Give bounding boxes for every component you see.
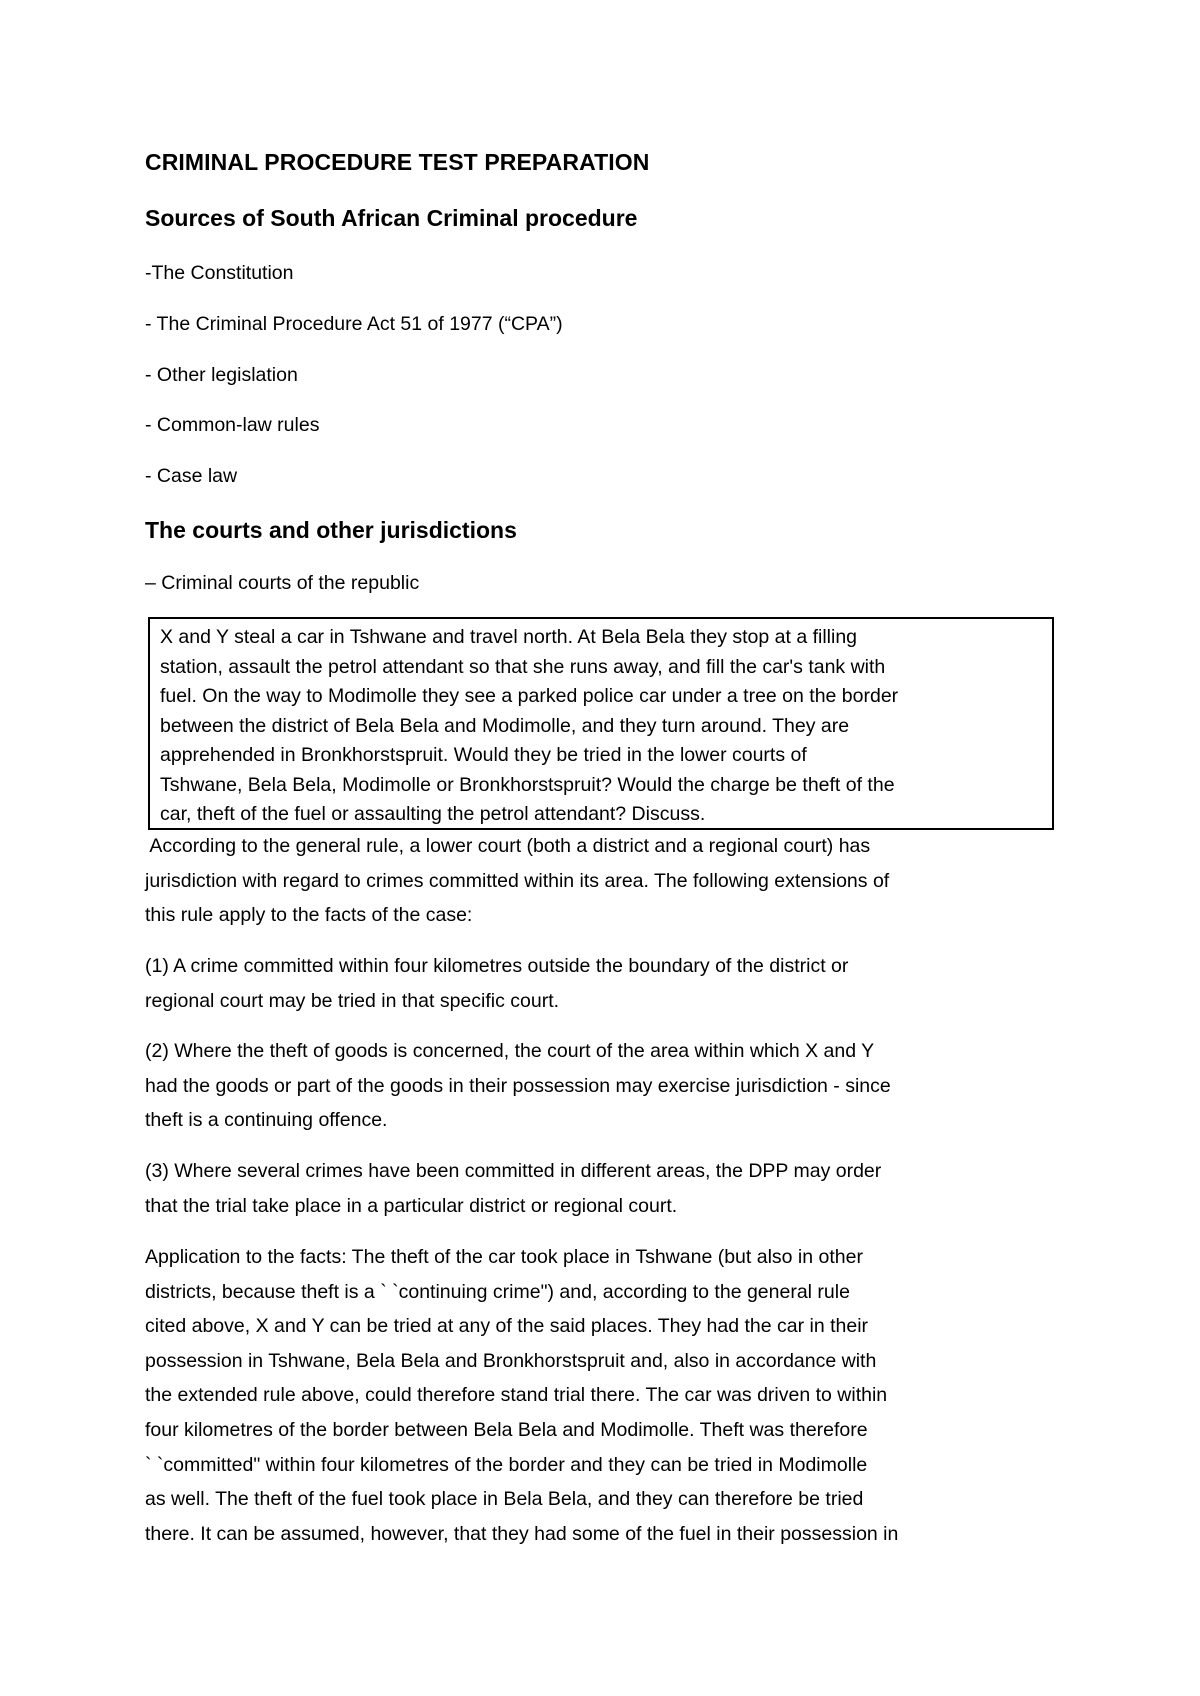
- scenario-line: station, assault the petrol attendant so that she runs away, and fill the car's tank with: [160, 655, 886, 678]
- scenario-line: car, theft of the fuel or assaulting the petrol attendant? Discuss.: [160, 803, 706, 825]
- paragraph-line: theft is a continuing offence.: [145, 1109, 388, 1132]
- paragraph-line: there. It can be assumed, however, that they had some of the fuel in their possession in: [145, 1522, 899, 1545]
- general-rule-paragraph: [145, 829, 889, 933]
- paragraph-line: possession in Tshwane, Bela Bela and Bronkhorstspruit and, also in accordance with: [145, 1349, 877, 1372]
- paragraph-line: jurisdiction with regard to crimes committed within its area. The following extensions of: [145, 869, 890, 892]
- sources-item: - The Criminal Procedure Act 51 of 1977 (“CPA”): [145, 313, 563, 335]
- paragraph-line: cited above, X and Y can be tried at any of the said places. They had the car in their: [145, 1315, 869, 1338]
- application-paragraph: [145, 1240, 898, 1551]
- paragraph-line: as well. The theft of the fuel took place in Bela Bela, and they can therefore be tried: [145, 1488, 864, 1511]
- scenario-line: X and Y steal a car in Tshwane and travel north. At Bela Bela they stop at a filling: [160, 626, 858, 648]
- scenario-line: between the district of Bela Bela and Modimolle, and they turn around. They are: [160, 714, 850, 737]
- paragraph-line: had the goods or part of the goods in their possession may exercise jurisdiction - since: [145, 1074, 891, 1097]
- sources-item: - Case law: [145, 465, 238, 487]
- paragraph-line: ` `committed" within four kilometres of the border and they can be tried in Modimolle: [145, 1453, 868, 1476]
- sources-item: - Common-law rules: [145, 414, 320, 436]
- courts-subitem: – Criminal courts of the republic: [145, 572, 420, 594]
- scenario-line: apprehended in Bronkhorstspruit. Would they be tried in the lower courts of: [160, 744, 807, 766]
- paragraph-line: districts, because theft is a ` `continuing crime") and, according to the general rule: [145, 1280, 850, 1303]
- paragraph-line: (2) Where the theft of goods is concerned, the court of the area within which X and Y: [145, 1040, 875, 1062]
- sources-heading: Sources of South African Criminal procedure: [145, 205, 638, 231]
- paragraph-line: regional court may be tried in that specific court.: [145, 989, 560, 1012]
- sources-item: -The Constitution: [145, 262, 294, 284]
- rule-3-paragraph: [145, 1154, 881, 1223]
- document-title: CRIMINAL PROCEDURE TEST PREPARATION: [145, 149, 650, 175]
- rule-2-paragraph: [145, 1034, 891, 1138]
- paragraph-line: this rule apply to the facts of the case:: [145, 904, 473, 927]
- scenario-line: Tshwane, Bela Bela, Modimolle or Bronkhorstspruit? Would the charge be theft of the: [160, 773, 895, 796]
- paragraph-line: four kilometres of the border between Bela Bela and Modimolle. Theft was therefore: [145, 1418, 868, 1441]
- case-scenario-box: [148, 617, 1054, 830]
- paragraph-line: that the trial take place in a particular district or regional court.: [145, 1194, 678, 1217]
- courts-heading: The courts and other jurisdictions: [145, 517, 517, 543]
- scenario-line: fuel. On the way to Modimolle they see a parked police car under a tree on the border: [160, 685, 899, 707]
- rule-1-paragraph: [145, 949, 848, 1018]
- paragraph-line: the extended rule above, could therefore stand trial there. The car was driven to within: [145, 1384, 888, 1407]
- paragraph-line: Application to the facts: The theft of the car took place in Tshwane (but also in other: [145, 1246, 863, 1268]
- paragraph-line: (3) Where several crimes have been committed in different areas, the DPP may order: [145, 1160, 882, 1182]
- sources-item: - Other legislation: [145, 364, 298, 386]
- paragraph-line: According to the general rule, a lower court (both a district and a regional court) has: [145, 835, 871, 857]
- paragraph-line: (1) A crime committed within four kilometres outside the boundary of the district or: [145, 955, 849, 977]
